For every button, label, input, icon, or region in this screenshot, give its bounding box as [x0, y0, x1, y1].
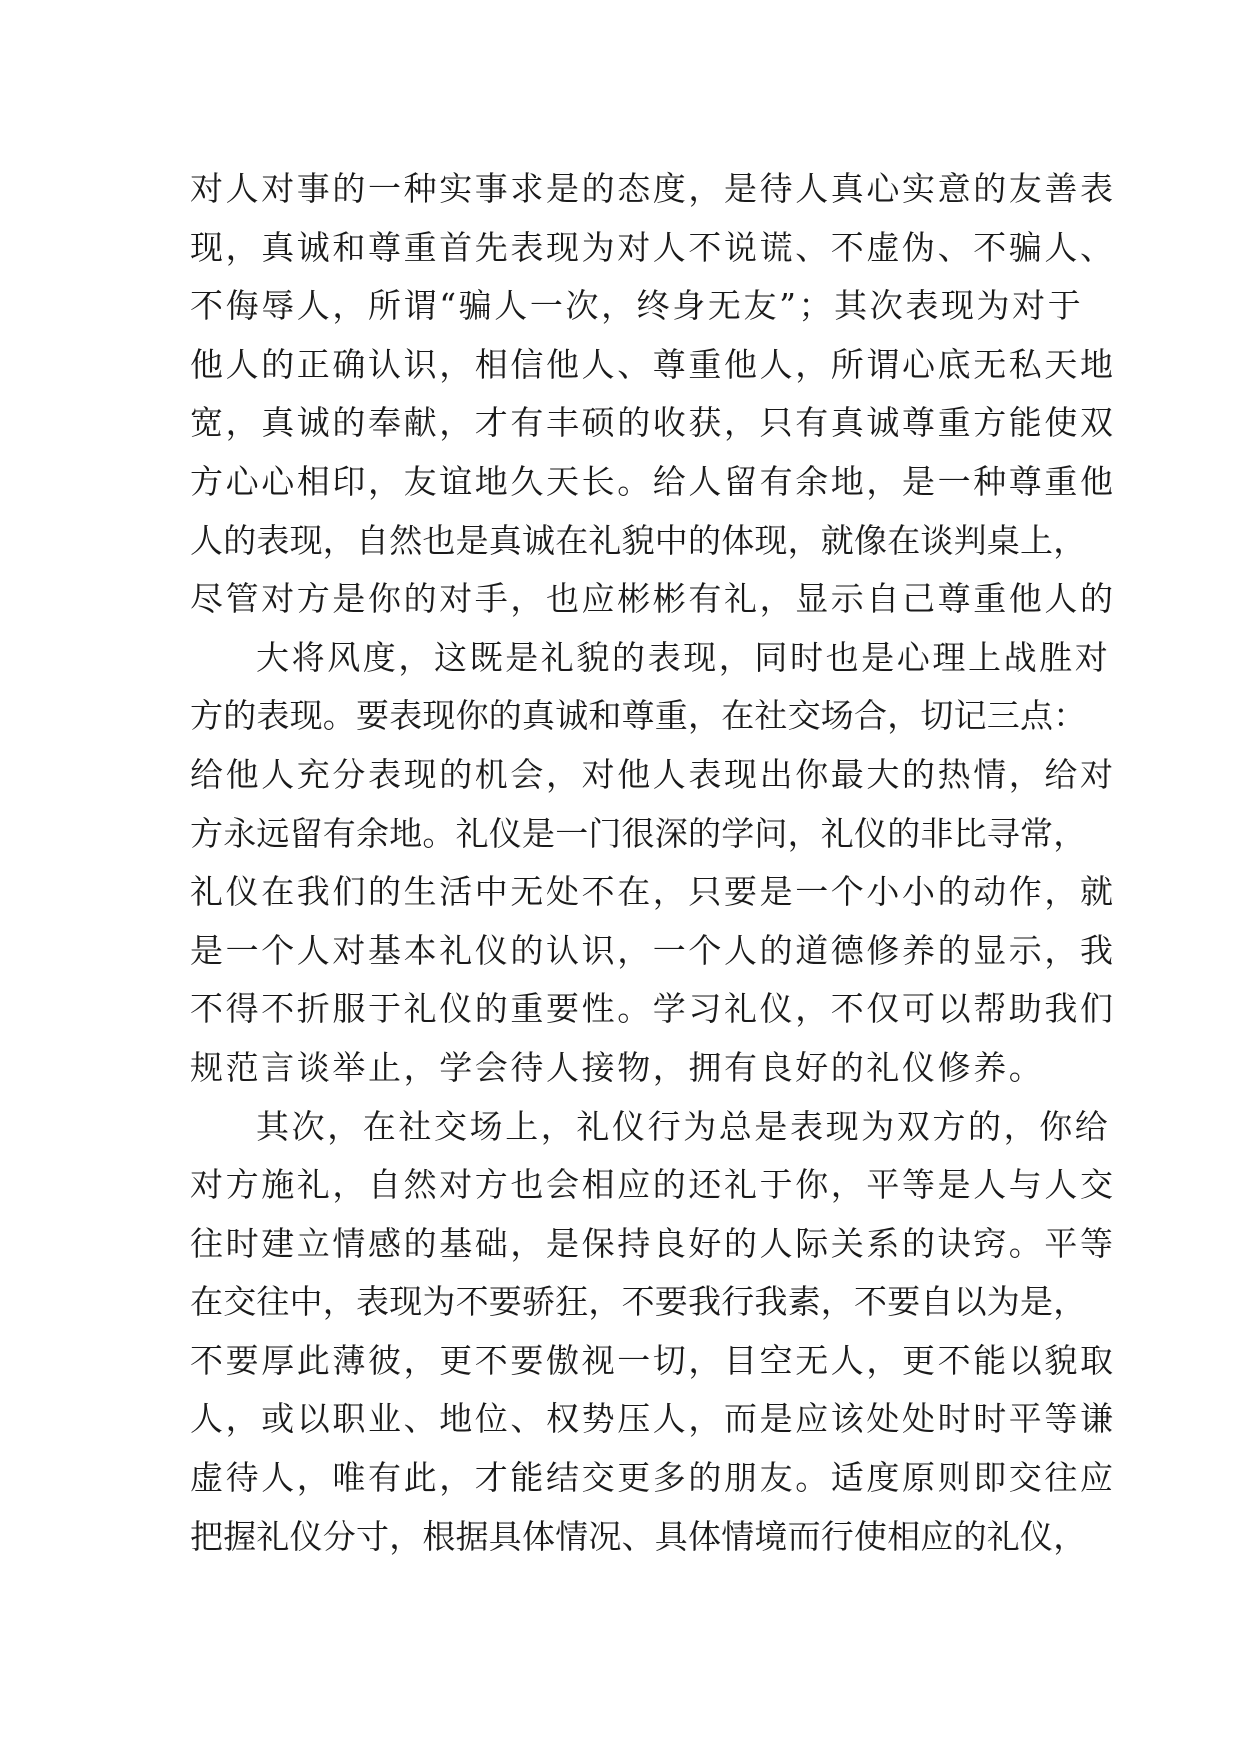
text-line: 他人的正确认识，相信他人、尊重他人，所谓心底无私天地	[190, 344, 1116, 384]
paragraph-start-line: 大将风度，这既是礼貌的表现，同时也是心理上战胜对	[256, 637, 1111, 677]
text-line: 礼仪在我们的生活中无处不在，只要是一个小小的动作，就	[190, 872, 1116, 912]
text-line: 不要厚此薄彼，更不要傲视一切，目空无人，更不能以貌取	[190, 1340, 1116, 1380]
text-line: 往时建立情感的基础，是保持良好的人际关系的诀窍。平等	[190, 1223, 1116, 1263]
text-line: 尽管对方是你的对手，也应彬彬有礼，显示自己尊重他人的	[190, 579, 1116, 619]
text-line: 不侮辱人，所谓“骗人一次，终身无友”；其次表现为对于	[190, 286, 1084, 326]
paragraph-start-line: 其次，在社交场上，礼仪行为总是表现为双方的，你给	[256, 1106, 1111, 1146]
text-line: 方心心相印，友谊地久天长。给人留有余地，是一种尊重他	[190, 461, 1116, 501]
text-line: 宽，真诚的奉献，才有丰硕的收获，只有真诚尊重方能使双	[190, 403, 1116, 443]
text-line: 在交往中，表现为不要骄狂，不要我行我素，不要自以为是，	[190, 1282, 1087, 1322]
text-line: 给他人充分表现的机会，对他人表现出你最大的热情，给对	[190, 754, 1116, 794]
text-line: 人，或以职业、地位、权势压人，而是应该处处时时平等谦	[190, 1399, 1116, 1439]
text-line: 现，真诚和尊重首先表现为对人不说谎、不虚伪、不骗人、	[190, 227, 1116, 267]
text-line: 规范言谈举止，学会待人接物，拥有良好的礼仪修养。	[190, 1047, 1045, 1087]
text-line: 不得不折服于礼仪的重要性。学习礼仪，不仅可以帮助我们	[190, 989, 1116, 1029]
text-line: 方的表现。要表现你的真诚和尊重，在社交场合，切记三点：	[190, 696, 1087, 736]
text-line: 对人对事的一种实事求是的态度，是待人真心实意的友善表	[190, 169, 1116, 208]
text-line: 虚待人，唯有此，才能结交更多的朋友。适度原则即交往应	[190, 1458, 1116, 1498]
body-text	[190, 160, 1116, 1566]
text-line: 是一个人对基本礼仪的认识，一个人的道德修养的显示，我	[190, 930, 1116, 970]
text-line: 人的表现，自然也是真诚在礼貌中的体现，就像在谈判桌上，	[190, 520, 1087, 560]
text-line: 对方施礼，自然对方也会相应的还礼于你，平等是人与人交	[190, 1165, 1116, 1205]
text-line: 把握礼仪分寸，根据具体情况、具体情境而行使相应的礼仪，	[190, 1516, 1087, 1556]
text-line: 方永远留有余地。礼仪是一门很深的学问，礼仪的非比寻常，	[190, 813, 1087, 853]
